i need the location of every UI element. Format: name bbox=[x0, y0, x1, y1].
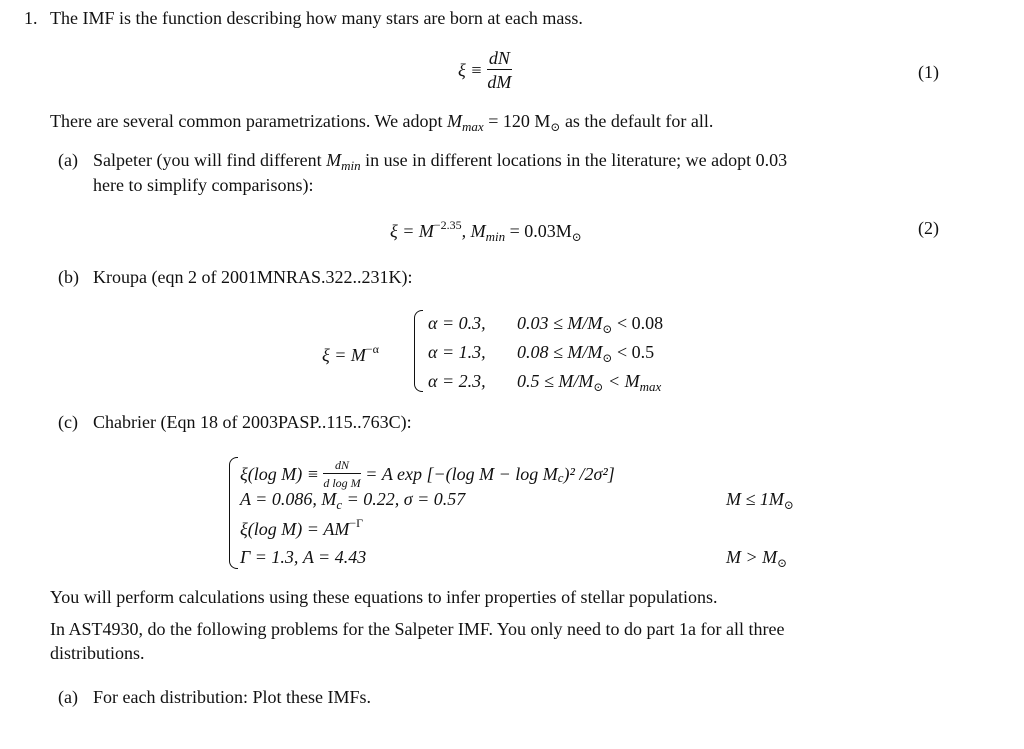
param-msub: max bbox=[462, 119, 484, 134]
eq1-lhs: ξ ≡ bbox=[458, 60, 483, 80]
part-c-label: (c) bbox=[58, 412, 78, 432]
problem-number: 1. bbox=[24, 8, 38, 28]
eq2-exponent: −2.35 bbox=[433, 218, 462, 232]
kroupa-sun: ⊙ bbox=[602, 322, 613, 336]
kroupa-cond: 0.5 ≤ M/M bbox=[517, 371, 594, 391]
kroupa-brace bbox=[414, 310, 423, 392]
eq2-sub: min bbox=[485, 229, 506, 244]
equation-1 bbox=[458, 49, 512, 91]
kroupa-sun: ⊙ bbox=[602, 351, 613, 365]
outro-line-1: You will perform calculations using these equations to infer properties of stellar populations. bbox=[50, 587, 718, 607]
kroupa-alpha: α = 0.3, bbox=[428, 313, 486, 333]
eq2-lhs: ξ = M bbox=[390, 221, 434, 241]
kroupa-cond-2 bbox=[517, 343, 654, 364]
chabrier-r4-sun: ⊙ bbox=[777, 556, 788, 570]
param-text-b: = 120 M bbox=[488, 111, 551, 131]
kroupa-lhs-text: ξ = M bbox=[322, 345, 366, 365]
chabrier-r4: Γ = 1.3, A = 4.43 bbox=[240, 547, 367, 567]
part-a-text-line1 bbox=[93, 151, 787, 172]
outro-line-2: In AST4930, do the following problems for the Salpeter IMF. You only need to do part 1a for all three bbox=[50, 619, 785, 639]
part-b-label: (b) bbox=[58, 267, 79, 287]
param-text-c: as the default for all. bbox=[564, 111, 714, 131]
param-line bbox=[50, 112, 713, 133]
kroupa-alpha: α = 2.3, bbox=[428, 371, 486, 391]
kroupa-lhs bbox=[322, 343, 379, 364]
part-c-text: Chabrier (Eqn 18 of 2003PASP..115..763C): bbox=[93, 412, 412, 432]
kroupa-exponent: −α bbox=[365, 342, 379, 356]
chabrier-r2-sun: ⊙ bbox=[783, 498, 794, 512]
chabrier-r1-rhs: = A exp [−(log M − log M bbox=[365, 464, 558, 484]
eq1-numerator: dN bbox=[488, 48, 510, 68]
kroupa-sun: ⊙ bbox=[593, 380, 604, 394]
eq2-rhs: = 0.03M bbox=[509, 221, 572, 241]
kroupa-tailsub: max bbox=[639, 379, 662, 394]
kroupa-cond: 0.08 ≤ M/M bbox=[517, 342, 603, 362]
chabrier-r1-fraction bbox=[323, 459, 360, 489]
eq1-fraction bbox=[487, 49, 512, 91]
chabrier-r2: A = 0.086, M bbox=[240, 489, 337, 509]
kroupa-alpha: α = 1.3, bbox=[428, 342, 486, 362]
part-a-text2: in use in different locations in the literature; we adopt 0.03 bbox=[365, 150, 788, 170]
chabrier-r4-cond: M > M bbox=[726, 547, 778, 567]
chabrier-row-3 bbox=[240, 517, 363, 538]
param-m: M bbox=[447, 111, 463, 131]
param-text-a: There are several common parametrizations. We adopt bbox=[50, 111, 443, 131]
part-b-text: Kroupa (eqn 2 of 2001MNRAS.322..231K): bbox=[93, 267, 413, 287]
part-a-msub: min bbox=[341, 158, 361, 173]
kroupa-tail: < M bbox=[607, 371, 640, 391]
kroupa-tail: < 0.08 bbox=[616, 313, 664, 333]
chabrier-r2-tail: = 0.22, σ = 0.57 bbox=[346, 489, 466, 509]
chabrier-row-2-cond bbox=[726, 490, 794, 511]
chabrier-r2-sub: c bbox=[336, 497, 343, 512]
part-a-text1: Salpeter (you will find different bbox=[93, 150, 322, 170]
chabrier-row-4-cond bbox=[726, 548, 787, 569]
eq1-denominator: dM bbox=[487, 72, 512, 92]
part-a-text-line2: here to simplify comparisons): bbox=[93, 175, 314, 195]
chabrier-r3-exp: −Γ bbox=[349, 516, 364, 530]
outro-line-3: distributions. bbox=[50, 643, 145, 663]
chabrier-r1-lhs: ξ(log M) ≡ bbox=[240, 464, 319, 484]
eq2-sun: ⊙ bbox=[571, 230, 582, 244]
chabrier-r1-den: d log M bbox=[323, 476, 361, 490]
sub-a-text: For each distribution: Plot these IMFs. bbox=[93, 687, 371, 707]
chabrier-row-2 bbox=[240, 490, 465, 511]
kroupa-row-2 bbox=[428, 343, 486, 361]
chabrier-row-4 bbox=[240, 548, 366, 566]
chabrier-row-1 bbox=[240, 459, 615, 489]
kroupa-tail: < 0.5 bbox=[616, 342, 655, 362]
intro-text: The IMF is the function describing how many stars are born at each mass. bbox=[50, 8, 583, 28]
kroupa-row-3 bbox=[428, 372, 486, 390]
equation-2 bbox=[390, 219, 582, 243]
kroupa-cond: 0.03 ≤ M/M bbox=[517, 313, 603, 333]
chabrier-r1-sub: c bbox=[557, 470, 564, 486]
part-a-m: M bbox=[326, 150, 342, 170]
kroupa-row-1 bbox=[428, 314, 486, 332]
chabrier-r1-tail: )² /2σ²] bbox=[563, 464, 615, 484]
sub-a-label: (a) bbox=[58, 687, 78, 707]
param-sun: ⊙ bbox=[550, 120, 561, 134]
equation-2-tag: (2) bbox=[918, 218, 939, 238]
eq2-mid: , M bbox=[461, 221, 486, 241]
part-a-label: (a) bbox=[58, 150, 78, 170]
chabrier-r2-cond: M ≤ 1M bbox=[726, 489, 784, 509]
equation-1-tag: (1) bbox=[918, 62, 939, 82]
chabrier-r3: ξ(log M) = AM bbox=[240, 519, 350, 539]
kroupa-cond-1 bbox=[517, 314, 663, 335]
chabrier-r1-num: dN bbox=[323, 459, 360, 474]
kroupa-cond-3 bbox=[517, 372, 661, 393]
chabrier-brace bbox=[229, 457, 238, 569]
